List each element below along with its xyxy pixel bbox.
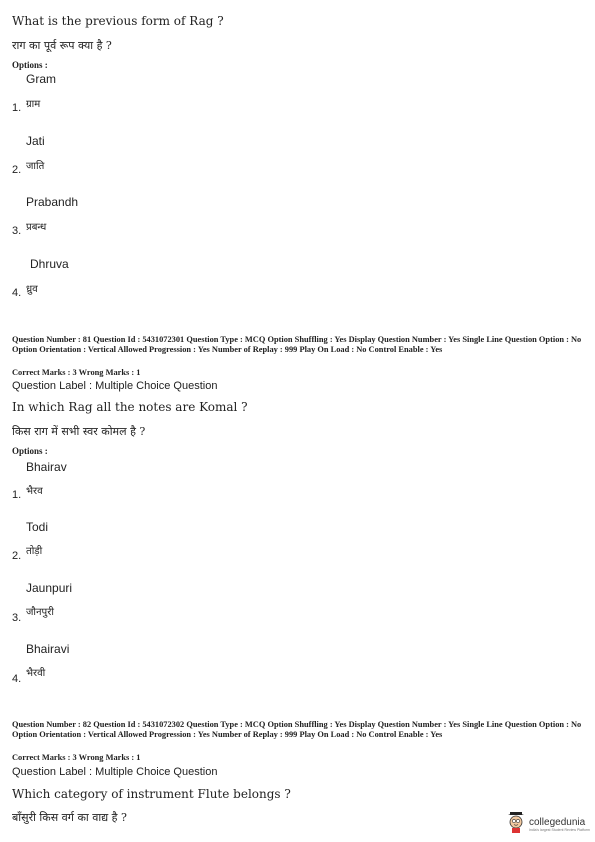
option-1-number: 1. [12, 489, 22, 501]
question-82-meta: Question Number : 82 Question Id : 5431072302 Question Type : MCQ Option Shuffling : Yes Display Question Number : Yes Single Line Question Option : No Option Orientation : Vertical Allowed Progression : Yes Number of Replay : 999 Play On Load : No Control Enable : Yes [12, 720, 582, 739]
option-3-text-hi: जौनपुरी [26, 607, 54, 618]
option-2-number: 2. [12, 550, 22, 562]
option-4-number: 4. [12, 673, 22, 685]
question-80-text-hi: राग का पूर्व रूप क्या है ? [12, 39, 112, 52]
mascot-icon [506, 811, 526, 837]
option-2-text-hi: तोड़ी [26, 546, 43, 557]
collegedunia-logo [506, 811, 590, 837]
question-81-text-en: In which Rag all the notes are Komal ? [12, 400, 248, 414]
question-81-label: Question Label : Multiple Choice Question [12, 380, 218, 392]
question-81-marks: Correct Marks : 3 Wrong Marks : 1 [12, 368, 141, 377]
option-3-text-en: Jaunpuri [26, 581, 73, 595]
option-1-text-en: Gram [26, 72, 56, 86]
option-4-text-hi: भैरवी [26, 668, 46, 679]
question-82-text-hi: बाँसुरी किस वर्ग का वाद्य है ? [12, 811, 127, 824]
question-81-text-hi: किस राग में सभी स्वर कोमल है ? [12, 425, 146, 438]
option-4-text-hi: ध्रुव [26, 284, 38, 295]
logo-text: collegedunia [529, 816, 586, 828]
option-4-text-en: Dhruva [30, 257, 69, 271]
option-2-text-en: Jati [26, 134, 45, 148]
question-82-label: Question Label : Multiple Choice Question [12, 766, 218, 778]
options-heading: Options : [12, 446, 48, 456]
option-2-number: 2. [12, 164, 22, 176]
question-82-marks: Correct Marks : 3 Wrong Marks : 1 [12, 753, 141, 762]
option-4-number: 4. [12, 287, 22, 299]
option-2-text-en: Todi [26, 520, 49, 534]
option-2-text-hi: जाति [26, 161, 45, 172]
option-1-text-hi: भैरव [26, 486, 43, 497]
option-1-text-hi: ग्राम [26, 99, 41, 110]
option-3-number: 3. [12, 612, 22, 624]
option-1-text-en: Bhairav [26, 460, 67, 474]
option-1-number: 1. [12, 102, 22, 114]
option-3-number: 3. [12, 225, 22, 237]
option-3-text-hi: प्रबन्ध [26, 222, 47, 233]
logo-tagline: India's largest Student Review Platform [529, 827, 590, 832]
question-80-text-en: What is the previous form of Rag ? [12, 14, 224, 28]
question-81-meta: Question Number : 81 Question Id : 5431072301 Question Type : MCQ Option Shuffling : Yes Display Question Number : Yes Single Line Question Option : No Option Orientation : Vertical Allowed Progression : Yes Number of Replay : 999 Play On Load : No Control Enable : Yes [12, 335, 582, 354]
option-4-text-en: Bhairavi [26, 642, 70, 656]
options-heading: Options : [12, 60, 48, 70]
question-82-text-en: Which category of instrument Flute belongs ? [12, 787, 291, 801]
option-3-text-en: Prabandh [26, 195, 79, 209]
